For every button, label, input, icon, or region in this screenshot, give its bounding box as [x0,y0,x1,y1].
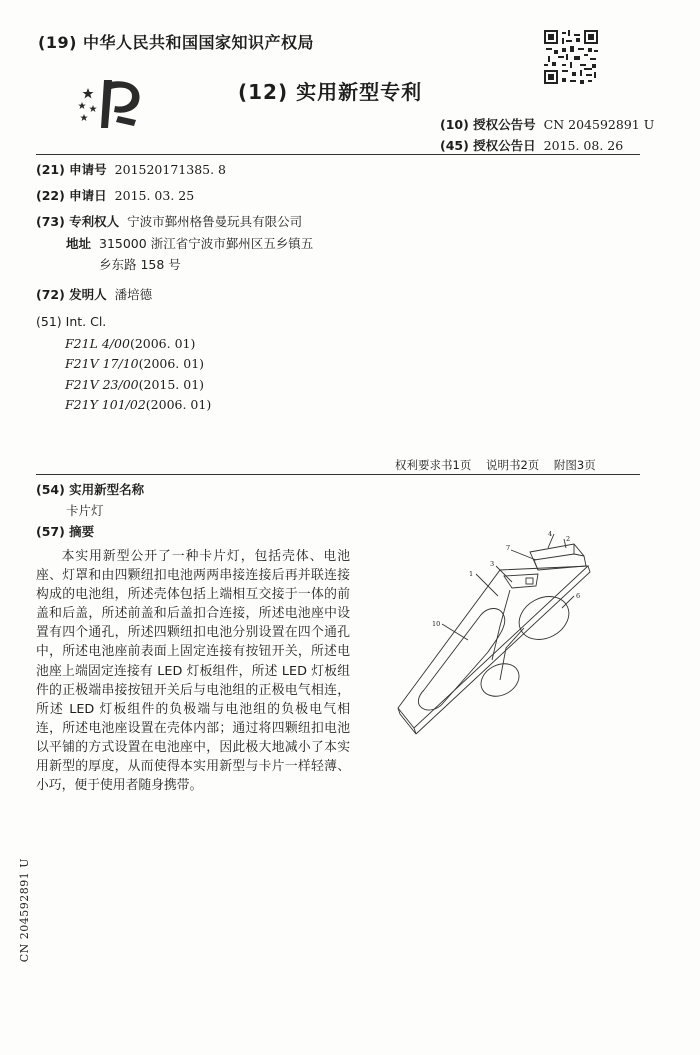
application-number-label: (21) 申请号 [36,162,107,177]
ipc-label: (51) Int. Cl. [36,314,107,329]
ipc-entry [65,356,204,371]
ipc-entry [65,336,195,351]
figure-label-10: 10 [432,620,441,628]
ipc-class: F21V 17/10 [65,356,139,371]
side-publication-code: CN 204592891 U [18,858,31,963]
ipc-class: F21L 4/00 [65,336,130,351]
utility-model-title: 卡片灯 [66,503,104,518]
ipc-version: (2015. 01) [138,377,205,392]
address-label: 地址 [66,236,92,251]
title-label-text: (54) 实用新型名称 [36,482,145,497]
ipc-version: (2006. 01) [129,336,196,351]
figure-label-3: 3 [490,560,495,568]
office-name: (19) 中华人民共和国国家知识产权局 [38,33,314,52]
patentee-row [36,216,302,229]
application-number: 201520171385. 8 [114,162,227,177]
cnipa-logo [74,76,146,136]
inventor-row [36,289,152,302]
ipc-version: (2006. 01) [138,356,205,371]
publication-number: CN 204592891 U [543,117,655,132]
patentee-name: 宁波市鄞州格鲁曼玩具有限公司 [127,214,303,229]
publication-date-label: (45) 授权公告日 [440,138,536,153]
publication-date-row [440,136,623,154]
document-type: (12) 实用新型专利 [238,80,423,104]
address-row [66,238,313,251]
qr-code [544,30,598,84]
publication-number-label: (10) 授权公告号 [440,117,536,132]
figure-label-7: 7 [506,544,511,552]
abstract-text: 本实用新型公开了一种卡片灯，包括壳体、电池座、灯罩和由四颗纽扣电池两两串接连接后再并联连接构成的电池组，所述壳体包括上端相互交接于一体的前盖和后盖，所述前盖和后盖扣合连接，所述电池座中设置有四个通孔，所述四颗纽扣电池分别设置在四个通孔中，所述电池座前表面上固定连接有按钮开关，所述电池座上端固定连接有 LED 灯板组件，所述 LED 灯板组件的正极端串接按钮开关后与电池组的正极电气相连，所述 LED 灯板组件的负极端与电池组的负极电气相连，所述电池座设置在壳体内部；通过将四颗纽扣电池以平铺的方式设置在电池座中，因此极大地减小了本实用新型的厚度，从而使得本实用新型与卡片一样轻薄、小巧，便于使用者随身携带。 [36,549,350,794]
header-divider [36,154,640,155]
publication-number-row [440,115,654,133]
abstract-label [36,526,94,539]
address-line-1: 315000 浙江省宁波市鄞州区五乡镇五 [99,236,314,251]
figure-label-4: 4 [548,530,553,538]
figure-label-2: 2 [566,535,571,543]
page-count-summary: 权利要求书1页 说明书2页 附图3页 [395,458,596,472]
ipc-class: F21Y 101/02 [65,397,146,412]
ipc-entry [65,397,211,412]
card-lamp-drawing [388,530,608,750]
publication-date: 2015. 08. 26 [543,138,624,153]
biblio-divider [36,474,640,475]
ipc-class: F21V 23/00 [65,377,139,392]
figure-label-1: 1 [469,570,474,578]
application-date-row [36,190,194,203]
abstract-label-text: (57) 摘要 [36,524,95,539]
address-line-2: 乡东路 158 号 [99,257,181,272]
application-number-row [36,164,226,177]
utility-model-title-label [36,484,144,497]
application-date-label: (22) 申请日 [36,188,107,203]
figure-label-6: 6 [576,592,581,600]
ipc-version: (2006. 01) [145,397,212,412]
application-date: 2015. 03. 25 [114,188,195,203]
ipc-entry [65,377,204,392]
patentee-label: (73) 专利权人 [36,214,120,229]
inventor-label: (72) 发明人 [36,287,107,302]
inventor-name: 潘培德 [114,287,153,302]
